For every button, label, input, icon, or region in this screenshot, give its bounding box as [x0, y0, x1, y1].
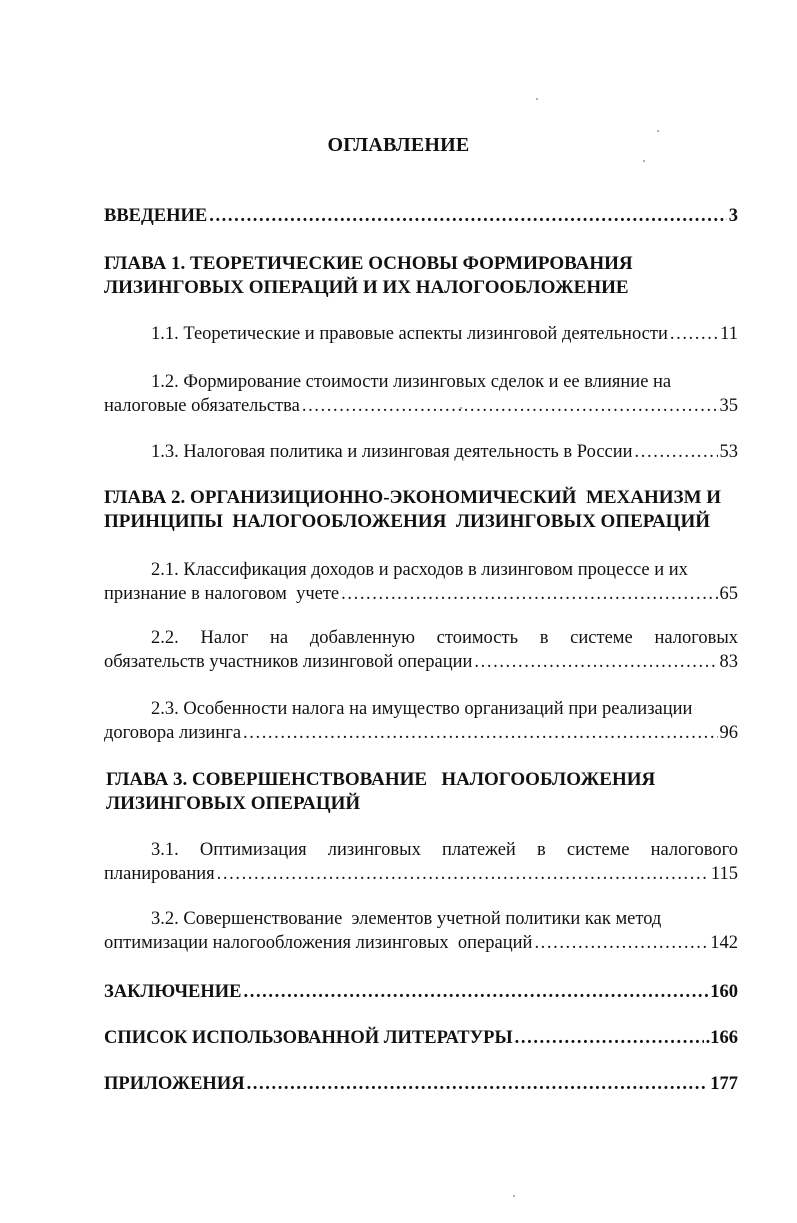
toc-entry-label: 1.3. Налоговая политика и лизинговая деятельность в России — [151, 442, 633, 462]
toc-chapter-1[interactable] — [104, 252, 738, 300]
toc-entry-appendices[interactable] — [104, 1072, 738, 1096]
toc-entry-label: договора лизинга — [104, 723, 242, 743]
toc-page-number: 96 — [719, 723, 738, 743]
toc-entry-label: планирования — [104, 864, 215, 884]
toc-section-3-2[interactable] — [104, 907, 738, 955]
leader-dots — [244, 980, 709, 1004]
toc-entry-first-line: 3.2. Совершенствование элементов учетной политики как метод — [151, 909, 662, 929]
toc-entry-label: признание в налоговом учете — [104, 584, 340, 604]
toc-page-number: 83 — [719, 652, 738, 672]
toc-entry-conclusion[interactable] — [104, 980, 738, 1004]
toc-entry-label: СПИСОК ИСПОЛЬЗОВАННОЙ ЛИТЕРАТУРЫ — [104, 1028, 513, 1048]
toc-page-number: 3 — [728, 206, 738, 226]
leader-dots — [341, 582, 717, 606]
chapter-title-line: ГЛАВА 2. ОРГАНИЗИЦИОННО-ЭКОНОМИЧЕСКИЙ МЕХАНИЗМ И — [104, 487, 722, 508]
toc-page-number: 35 — [719, 396, 738, 416]
leader-dots — [515, 1026, 704, 1050]
chapter-title-line: ПРИНЦИПЫ НАЛОГООБЛОЖЕНИЯ ЛИЗИНГОВЫХ ОПЕРАЦИЙ — [104, 511, 711, 532]
toc-page-number: 11 — [720, 324, 738, 344]
toc-entry-label: 1.1. Теоретические и правовые аспекты лизинговой деятельности — [151, 324, 668, 344]
toc-page-number: 53 — [719, 442, 738, 462]
leader-dots — [247, 1072, 709, 1096]
chapter-title-line: ЛИЗИНГОВЫХ ОПЕРАЦИЙ И ИХ НАЛОГООБЛОЖЕНИЕ — [104, 277, 629, 298]
leader-dots — [534, 931, 708, 955]
toc-section-2-2[interactable] — [104, 626, 738, 674]
toc-entry-label: ПРИЛОЖЕНИЯ — [104, 1074, 245, 1094]
toc-entry-label: обязательств участников лизинговой операции — [104, 652, 473, 672]
toc-page-number: 115 — [710, 864, 738, 884]
leader-dots — [670, 322, 718, 346]
toc-section-3-1[interactable] — [104, 838, 738, 886]
toc-page-number: .166 — [705, 1028, 738, 1048]
toc-page-number: 160 — [710, 982, 738, 1002]
toc-section-1-1[interactable] — [104, 322, 738, 346]
toc-entry-first-line: 3.1. Оптимизация лизинговых платежей в системе налогового — [151, 840, 738, 860]
toc-entry-label: оптимизации налогообложения лизинговых операций — [104, 933, 533, 953]
scan-speck — [536, 98, 538, 100]
toc-page-number: 65 — [719, 584, 738, 604]
leader-dots — [302, 394, 718, 418]
leader-dots — [209, 204, 727, 228]
leader-dots — [217, 862, 709, 886]
page-title: ОГЛАВЛЕНИЕ — [327, 134, 470, 156]
scan-speck — [513, 1195, 515, 1197]
leader-dots — [243, 721, 717, 745]
toc-section-2-1[interactable] — [104, 558, 738, 606]
toc-entry-label: ЗАКЛЮЧЕНИЕ — [104, 982, 242, 1002]
chapter-title-line: ЛИЗИНГОВЫХ ОПЕРАЦИЙ — [106, 793, 361, 814]
leader-dots — [474, 650, 717, 674]
toc-entry-first-line: 2.1. Классификация доходов и расходов в лизинговом процессе и их — [151, 560, 688, 580]
chapter-title-line: ГЛАВА 1. ТЕОРЕТИЧЕСКИЕ ОСНОВЫ ФОРМИРОВАНИЯ — [104, 253, 633, 274]
scan-speck — [460, 407, 462, 409]
toc-chapter-2[interactable] — [104, 486, 738, 534]
toc-entry-label: налоговые обязательства — [104, 396, 300, 416]
chapter-title-line: ГЛАВА 3. СОВЕРШЕНСТВОВАНИЕ НАЛОГООБЛОЖЕНИЯ — [106, 769, 656, 790]
leader-dots — [635, 440, 718, 464]
toc-chapter-3[interactable] — [106, 768, 740, 816]
toc-page-number: 142 — [710, 933, 738, 953]
toc-section-1-2[interactable] — [104, 370, 738, 418]
scan-speck — [657, 130, 659, 132]
toc-entry-introduction[interactable] — [104, 204, 738, 228]
toc-section-1-3[interactable] — [104, 440, 738, 464]
toc-section-2-3[interactable] — [104, 697, 738, 745]
toc-entry-bibliography[interactable] — [104, 1026, 738, 1050]
toc-entry-first-line: 2.2. Налог на добавленную стоимость в системе налоговых — [151, 628, 738, 648]
scan-speck — [643, 160, 645, 162]
toc-page-number: 177 — [710, 1074, 738, 1094]
toc-entry-label: ВВЕДЕНИЕ — [104, 206, 208, 226]
toc-entry-first-line: 1.2. Формирование стоимости лизинговых сделок и ее влияние на — [151, 372, 672, 392]
toc-entry-first-line: 2.3. Особенности налога на имущество организаций при реализации — [151, 699, 693, 719]
